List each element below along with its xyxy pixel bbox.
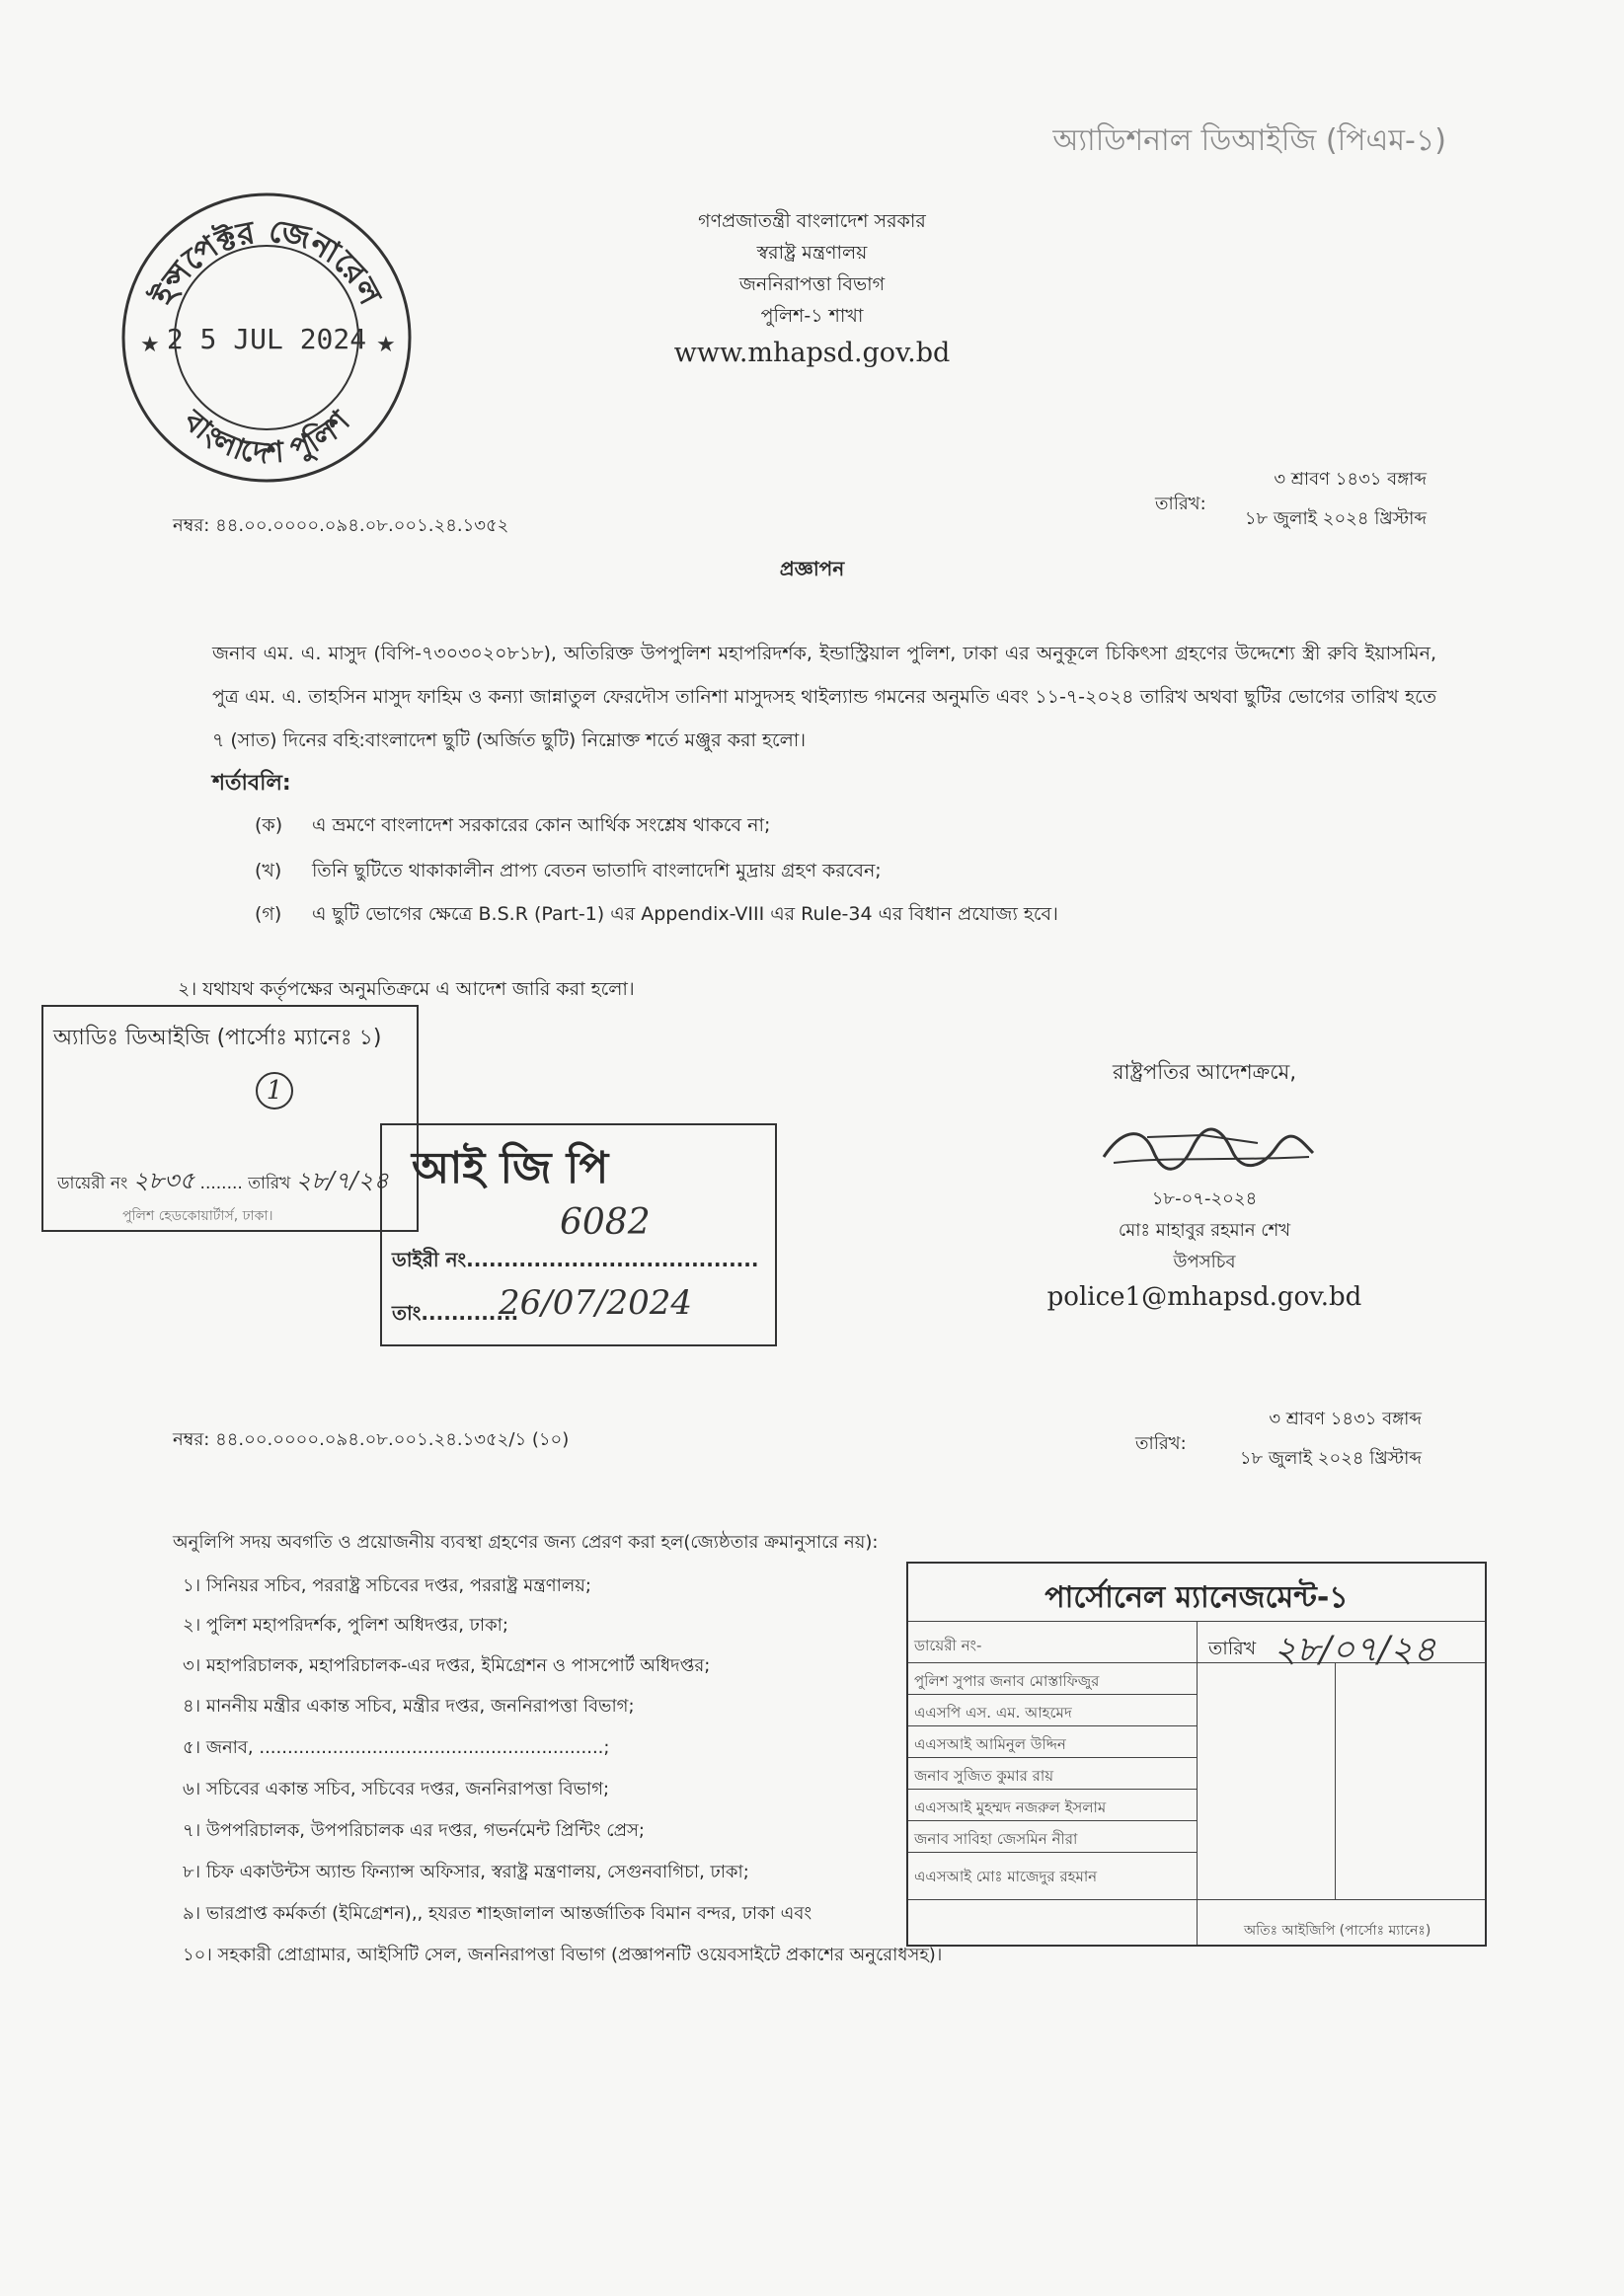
seal-top-text: ইন্সপেক্টর জেনারেল <box>144 211 390 311</box>
conditions-heading: শর্তাবলি: <box>212 771 291 796</box>
signature-block <box>1017 1056 1392 1312</box>
seal-star-right-icon: ★ <box>376 333 396 357</box>
date-label-2: তারিখ: <box>1135 1433 1187 1454</box>
igp-diary-stamp <box>380 1123 777 1346</box>
ministry-name: স্বরাষ্ট্র মন্ত্রণালয় <box>756 242 868 264</box>
condition-key: (ক) <box>255 814 283 836</box>
date-bangla: ৩ শ্রাবণ ১৪৩১ বঙ্গাব্দ <box>1269 1409 1422 1429</box>
igp-date-label: তাং <box>392 1301 422 1325</box>
distribution-item: ৭। উপপরিচালক, উপপরিচালক এর দপ্তর, গভর্নমেন্ট প্রিন্টিং প্রেস; <box>183 1820 645 1841</box>
signer-email: police1@mhapsd.gov.bd <box>1046 1282 1362 1312</box>
distribution-heading: অনুলিপি সদয় অবগতি ও প্রয়োজনীয় ব্যবস্থা গ্রহণের জন্য প্রেরণ করা হল(জ্যেষ্ঠতার ক্রমানুসারে নয়): <box>173 1532 879 1553</box>
condition-text: তিনি ছুটিতে থাকাকালীন প্রাপ্য বেতন ভাতাদি বাংলাদেশি মুদ্রায় গ্রহণ করবেন; <box>312 860 882 881</box>
stamp-row: এএসআই আমিনুল উদ্দিন <box>914 1735 1066 1753</box>
stamp-row: ডায়েরী নং- <box>914 1637 982 1654</box>
branch-name: পুলিশ-১ শাখা <box>760 305 864 327</box>
memo-number-label: নম্বর: <box>173 515 210 536</box>
igp-number: 6082 <box>560 1202 651 1243</box>
stamp-date-label: তারিখ <box>1208 1638 1257 1659</box>
distribution-item: ৯। ভারপ্রাপ্ত কর্মকর্তা (ইমিগ্রেশন),, হযরত শাহজালাল আন্তর্জাতিক বিমান বন্দর, ঢাকা এবং <box>183 1903 812 1924</box>
stamp-title: পার্সোনেল ম্যানেজমেন্ট-১ <box>1044 1580 1349 1615</box>
distribution-item: ৫। জনাব, .............................................................; <box>183 1737 610 1758</box>
memo-number-value: ৪৪.০০.০০০০.০৯৪.০৮.০০১.২৪.১৩৫২/১ (১০) <box>215 1429 570 1450</box>
igp-diary-label: ডাইরী নং <box>392 1248 467 1271</box>
memo-number-value: ৪৪.০০.০০০০.০৯৪.০৮.০০১.২৪.১৩৫২ <box>215 515 509 536</box>
distribution-item: ১০। সহকারী প্রোগ্রামার, আইসিটি সেল, জননিরাপত্তা বিভাগ (প্রজ্ঞাপনটি ওয়েবসাইটে প্রকাশের অনুরোধসহ)। <box>183 1945 943 1965</box>
distribution-item: ৬। সচিবের একান্ত সচিব, সচিবের দপ্তর, জননিরাপত্তা বিভাগ; <box>183 1779 610 1799</box>
addl-dig-receipt-stamp <box>41 1005 419 1232</box>
top-annotation: অ্যাডিশনাল ডিআইজি (পিএম-১) <box>1052 123 1446 158</box>
date-block-1 <box>1245 460 1427 539</box>
stamp-diary-line: ডায়েরী নং ২৮৩৫ ........ তারিখ ২৮/৭/২৪ <box>57 1167 389 1194</box>
condition-item <box>255 857 882 888</box>
igp-date-value: 26/07/2024 <box>499 1283 692 1323</box>
date-label: তারিখ <box>248 1174 291 1193</box>
stamp-date-value: ২৮/০৭/২৪ <box>1274 1630 1436 1670</box>
memo-number-1 <box>173 511 508 542</box>
signer-name: মোঃ মাহাবুর রহমান শেখ <box>1118 1220 1291 1241</box>
igp-date-line: তাং............. <box>392 1301 519 1325</box>
signer-designation: উপসচিব <box>1173 1252 1236 1272</box>
seal-bottom-text: বাংলাদেশ পুলিশ <box>176 404 357 472</box>
signature-order-text: রাষ্ট্রপতির আদেশক্রমে, <box>1113 1060 1296 1084</box>
stamp-row: এএসপি এস. এম. আহমেদ <box>914 1704 1072 1722</box>
condition-text: এ ভ্রমণে বাংলাদেশ সরকারের কোন আর্থিক সংশ্লেষ থাকবে না; <box>312 814 771 836</box>
diary-label: ডায়েরী নং <box>57 1174 128 1193</box>
document-title: প্রজ্ঞাপন <box>779 557 845 580</box>
stamp-hand-mark: 1 <box>256 1072 293 1110</box>
diary-value: ২৮৩৫ <box>132 1167 195 1194</box>
stamp-row: জনাব সাবিহা জেসমিন নীরা <box>914 1830 1078 1848</box>
memo-number-label: নম্বর: <box>173 1429 210 1450</box>
govt-name: গণপ্রজাতন্ত্রী বাংলাদেশ সরকার <box>698 210 926 232</box>
distribution-item: ৩। মহাপরিচালক, মহাপরিচালক-এর দপ্তর, ইমিগ্রেশন ও পাসপোর্ট অধিদপ্তর; <box>183 1655 711 1676</box>
condition-key: (খ) <box>255 860 282 881</box>
date-gregorian: ১৮ জুলাই ২০২৪ খ্রিস্টাব্দ <box>1239 1448 1422 1469</box>
letterhead <box>0 205 1624 369</box>
stamp-row: জনাব সুজিত কুমার রায় <box>914 1767 1054 1785</box>
seal-date: 2 5 JUL 2024 <box>166 323 367 355</box>
stamp-bottom-text: অতিঃ আইজিপি (পার্সোঃ ম্যানেঃ) <box>1244 1923 1431 1939</box>
condition-item <box>255 900 1058 932</box>
stamp-heading: অ্যাডিঃ ডিআইজি (পার্সোঃ ম্যানেঃ ১) <box>53 1026 382 1050</box>
condition-key: (গ) <box>255 903 282 925</box>
date-gregorian: ১৮ জুলাই ২০২৪ খ্রিস্টাব্দ <box>1244 508 1427 529</box>
stamp-footer: পুলিশ হেডকোয়ার্টার্স, ঢাকা। <box>122 1208 273 1224</box>
svg-text:বাংলাদেশ পুলিশ <box>176 403 357 471</box>
memo-number-2 <box>173 1425 569 1456</box>
condition-text: এ ছুটি ভোগের ক্ষেত্রে B.S.R (Part-1) এর Appendix-VIII এর Rule-34 এর বিধান প্রযোজ্য হবে। <box>312 903 1058 925</box>
date-block-2 <box>1240 1400 1422 1479</box>
distribution-item: ১। সিনিয়র সচিব, পররাষ্ট্র সচিবের দপ্তর, পররাষ্ট্র মন্ত্রণালয়; <box>183 1575 591 1596</box>
date-value: ২৮/৭/২৪ <box>295 1167 389 1194</box>
personnel-management-stamp <box>906 1562 1487 1947</box>
date-bangla: ৩ শ্রাবণ ১৪৩১ বঙ্গাব্দ <box>1274 469 1427 490</box>
stamp-row: এএসআই মুহম্মদ নজরুল ইসলাম <box>914 1799 1107 1816</box>
distribution-item: ৮। চিফ একাউন্টস অ্যান্ড ফিন্যান্স অফিসার, স্বরাষ্ট্র মন্ত্রণালয়, সেগুনবাগিচা, ঢাকা; <box>183 1862 749 1882</box>
igp-title: আই জি পি <box>412 1143 609 1193</box>
stamp-row: এএসআই মোঃ মাজেদুর রহমান <box>914 1868 1098 1885</box>
division-name: জননিরাপত্তা বিভাগ <box>738 273 886 295</box>
date-label-1: তারিখ: <box>1155 494 1206 514</box>
distribution-item: ৪। মাননীয় মন্ত্রীর একান্ত সচিব, মন্ত্রীর দপ্তর, জননিরাপত্তা বিভাগ; <box>183 1696 635 1717</box>
seal-star-left-icon: ★ <box>140 333 160 357</box>
stamp-row: পুলিশ সুপার জনাব মোস্তাফিজুর <box>914 1672 1100 1690</box>
signature-details <box>1017 1184 1392 1278</box>
igp-diary-line: ডাইরী নং....................................... <box>392 1248 759 1271</box>
website-url: www.mhapsd.gov.bd <box>673 338 951 368</box>
paragraph-2: ২। যথাযথ কর্তৃপক্ষের অনুমতিক্রমে এ আদেশ জারি করা হলো। <box>178 978 635 1000</box>
signature-date: ১৮-০৭-২০২৪ <box>1151 1188 1258 1209</box>
condition-item <box>255 811 770 843</box>
signature-scribble <box>1084 1117 1321 1190</box>
body-paragraph: জনাব এম. এ. মাসুদ (বিপি-৭৩০৩০২০৮১৮), অতিরিক্ত উপপুলিশ মহাপরিদর্শক, ইন্ডাস্ট্রিয়াল পুলিশ, ঢাকা এর অনুকূলে চিকিৎসা গ্রহণের উদ্দেশ্যে স্ত্রী রুবি ইয়াসমিন, পুত্র এম. এ. তাহসিন মাসুদ ফাহিম ও কন্যা জান্নাতুল ফেরদৌস তানিশা মাসুদসহ থাইল্যান্ড গমনের অনুমতি এবং ১১-৭-২০২৪ তারিখ অথবা ছুটির ভোগের তারিখ হতে ৭ (সাত) দিনের বহি:বাংলাদেশ ছুটি (অর্জিত ছুটি) নিম্নোক্ত শর্তে মঞ্জুর করা হলো। <box>212 643 1436 751</box>
distribution-item: ২। পুলিশ মহাপরিদর্শক, পুলিশ অধিদপ্তর, ঢাকা; <box>183 1615 508 1636</box>
